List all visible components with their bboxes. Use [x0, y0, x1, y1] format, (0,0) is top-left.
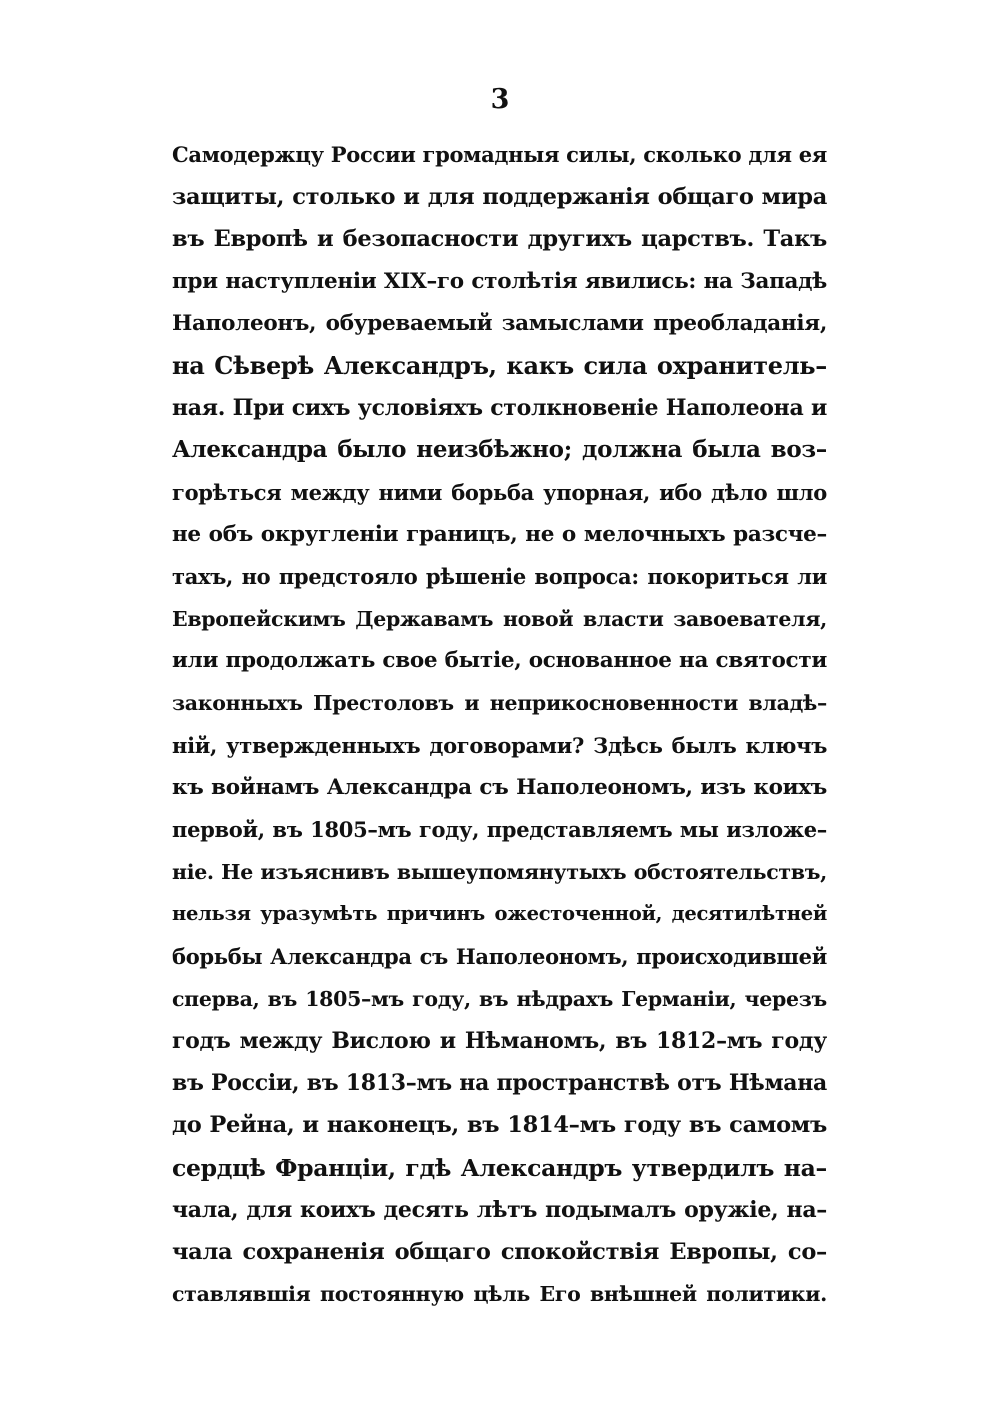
- text-line: сердцѣ Франціи, гдѣ Александръ утвердилъ на–: [172, 1153, 827, 1182]
- text-line: годъ между Вислою и Нѣманомъ, въ 1812–мъ году: [172, 1027, 827, 1054]
- text-line: защиты, столько и для поддержанія общаго мира: [172, 184, 827, 211]
- text-line: ніе. Не изъяснивъ вышеупомянутыхъ обстоятельствъ,: [172, 860, 827, 885]
- text-line: первой, въ 1805–мъ году, представляемъ мы изложе–: [172, 817, 827, 842]
- text-line: до Рейна, и наконецъ, въ 1814–мъ году въ самомъ: [172, 1112, 827, 1139]
- text-line: въ Европѣ и безопасности другихъ царствъ. Такъ: [172, 226, 827, 253]
- text-line: при наступленіи XIX–го столѣтія явились: на Западѣ: [172, 268, 827, 294]
- text-line: нельзя уразумѣть причинъ ожесточенной, десятилѣтней: [172, 902, 827, 926]
- text-line: или продолжать свое бытіе, основанное на святости: [172, 648, 827, 674]
- text-line: чала, для коихъ десять лѣтъ подымалъ оружіе, на–: [172, 1196, 827, 1223]
- text-line: Наполеонъ, обуреваемый замыслами преобладанія,: [172, 310, 827, 336]
- text-line: тахъ, но предстояло рѣшеніе вопроса: покориться ли: [172, 563, 827, 589]
- text-line: ставлявшія постоянную цѣль Его внѣшней политики.: [172, 1282, 827, 1307]
- text-line: Александра было неизбѣжно; должна была воз–: [172, 436, 827, 464]
- text-line: Европейскимъ Державамъ новой власти завоевателя,: [172, 607, 827, 632]
- text-line: горѣться между ними борьба упорная, ибо дѣло шло: [172, 479, 827, 505]
- body-text: [172, 134, 827, 1315]
- text-line: въ Россіи, въ 1813–мъ на пространствѣ отъ Нѣмана: [172, 1070, 827, 1097]
- text-line: ній, утвержденныхъ договорами? Здѣсь былъ ключъ: [172, 732, 827, 758]
- text-line: Самодержцу России громадныя силы, сколько для ея: [172, 142, 827, 167]
- text-line: на Сѣверѣ Александръ, какъ сила охранитель–: [172, 350, 827, 380]
- text-line: ная. При сихъ условіяхъ столкновеніе Наполеона и: [172, 395, 827, 422]
- text-line: законныхъ Престоловъ и неприкосновенности владѣ–: [172, 691, 827, 716]
- text-line: не объ округленіи границъ, не о мелочныхъ разсче–: [172, 521, 827, 547]
- page-number: 3: [490, 84, 510, 115]
- text-line: сперва, въ 1805–мъ году, въ нѣдрахъ Германіи, черезъ: [172, 986, 827, 1011]
- text-line: чала сохраненія общаго спокойствія Европы, со–: [172, 1238, 827, 1265]
- text-line: борьбы Александра съ Наполеономъ, происходившей: [172, 943, 827, 969]
- text-line: къ войнамъ Александра съ Наполеономъ, изъ коихъ: [172, 774, 827, 800]
